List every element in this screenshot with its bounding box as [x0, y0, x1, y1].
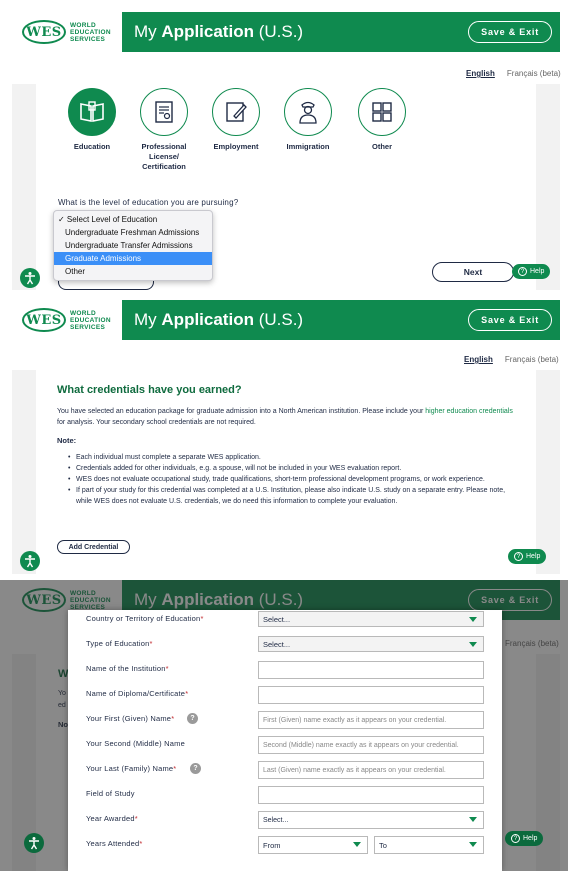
from-year-select[interactable]: From — [258, 836, 368, 854]
page-title: My Application (U.S.) — [134, 22, 304, 41]
education-type-row — [86, 636, 486, 654]
last-name-row — [86, 761, 486, 779]
list-item: • Each individual must complete a separate WES application. — [68, 452, 518, 463]
screenshot-education-selection — [0, 0, 568, 290]
help-icon: ? — [511, 834, 520, 843]
chevron-down-icon — [469, 842, 477, 847]
help-icon: ? — [518, 267, 527, 276]
add-credential-button[interactable]: Add Credential — [57, 540, 130, 554]
list-item: • If part of your study for this credential was completed at a U.S. Institution, please also indicate U.S. study on a separate entry. Please note, while WES does not evaluate U.S. credentials, we do need this information to complete your evaluation. — [68, 485, 518, 507]
category-label: Employment — [213, 142, 259, 151]
help-icon: ? — [514, 552, 523, 561]
diploma-input[interactable] — [258, 686, 484, 704]
dropdown-option[interactable]: Undergraduate Transfer Admissions — [65, 241, 193, 250]
language-french-link[interactable]: Français (beta) — [506, 69, 561, 78]
dropdown-option[interactable]: ✓ Select Level of Education — [58, 215, 158, 224]
save-exit-button[interactable]: Save & Exit — [468, 21, 552, 43]
year-awarded-label: Year Awarded* — [86, 814, 138, 823]
dropdown-option[interactable]: Other — [65, 267, 86, 276]
middle-name-row — [86, 736, 486, 754]
country-row — [86, 611, 486, 629]
language-english-link[interactable]: English — [466, 69, 495, 78]
middle-name-input[interactable]: Second (Middle) name exactly as it appears on your credential. — [258, 736, 484, 754]
last-name-input[interactable]: Last (Given) name exactly as it appears on your credential. — [258, 761, 484, 779]
chevron-down-icon — [469, 617, 477, 622]
language-french-link[interactable]: Français (beta) — [504, 355, 559, 364]
app-header — [12, 300, 560, 340]
diploma-label: Name of Diploma/Certificate* — [86, 689, 189, 698]
help-button[interactable]: ? Help — [512, 264, 550, 279]
save-exit-button[interactable]: Save & Exit — [468, 309, 552, 331]
first-name-row — [86, 711, 486, 729]
help-button[interactable]: ? Help — [508, 549, 546, 564]
years-attended-row — [86, 836, 486, 854]
diploma-row — [86, 686, 486, 704]
book-icon — [68, 88, 116, 136]
question-mark-icon[interactable]: ? — [190, 763, 201, 774]
to-year-select[interactable]: To — [374, 836, 484, 854]
note-list — [68, 452, 518, 507]
note-label: Note: — [57, 436, 77, 445]
list-item: • Credentials added for other individuals, e.g. a spouse, will not be included in your WES evaluation report. — [68, 463, 518, 474]
category-professional-license[interactable] — [134, 88, 194, 172]
country-label: Country or Territory of Education* — [86, 614, 204, 623]
grid-icon — [358, 88, 406, 136]
list-item: • WES does not evaluate occupational study, trade qualifications, short-term professional development programs, or work experience. — [68, 474, 518, 485]
category-label: Immigration — [286, 142, 330, 151]
accessibility-icon[interactable] — [20, 268, 40, 288]
officer-icon — [284, 88, 332, 136]
wes-logo[interactable] — [12, 12, 122, 52]
field-of-study-row — [86, 786, 486, 804]
chevron-down-icon — [469, 642, 477, 647]
institution-row — [86, 661, 486, 679]
institution-label: Name of the Institution* — [86, 664, 169, 673]
field-of-study-input[interactable] — [258, 786, 484, 804]
education-level-question: What is the level of education you are pursuing? — [58, 198, 239, 207]
first-name-input[interactable]: First (Given) name exactly as it appears on your credential. — [258, 711, 484, 729]
language-switcher — [464, 355, 559, 364]
category-label: Professional License/ Certification — [141, 142, 187, 171]
next-button[interactable]: Next — [432, 262, 514, 282]
accessibility-icon[interactable] — [24, 833, 44, 853]
higher-education-link[interactable]: higher education credentials — [425, 408, 513, 415]
category-immigration[interactable] — [278, 88, 338, 152]
wes-logo[interactable] — [12, 300, 122, 340]
institution-input[interactable] — [258, 661, 484, 679]
chevron-down-icon — [469, 817, 477, 822]
middle-name-label: Your Second (Middle) Name — [86, 739, 185, 748]
language-english-link[interactable]: English — [464, 355, 493, 364]
pencil-icon — [212, 88, 260, 136]
field-of-study-label: Field of Study — [86, 789, 135, 798]
category-education[interactable] — [62, 88, 122, 152]
category-label: Other — [371, 142, 392, 151]
dropdown-option-highlighted[interactable]: Graduate Admissions — [54, 252, 212, 265]
page-title: My Application (U.S.) — [134, 310, 304, 329]
chevron-down-icon — [353, 842, 361, 847]
question-mark-icon[interactable]: ? — [187, 713, 198, 724]
certificate-icon — [140, 88, 188, 136]
years-attended-label: Years Attended* — [86, 839, 143, 848]
help-button[interactable]: ? Help — [505, 831, 543, 846]
accessibility-icon[interactable] — [20, 551, 40, 571]
last-name-label: Your Last (Family) Name* — [86, 764, 177, 773]
category-label: Education — [73, 142, 111, 151]
country-select[interactable]: Select... — [258, 611, 484, 627]
screenshot-credential-form — [0, 580, 568, 871]
category-other[interactable] — [352, 88, 412, 152]
education-type-label: Type of Education* — [86, 639, 153, 648]
category-employment[interactable] — [206, 88, 266, 152]
wes-logo-text: WORLD EDUCATION SERVICES — [70, 309, 111, 331]
dropdown-option[interactable]: Undergraduate Freshman Admissions — [65, 228, 200, 237]
year-awarded-select[interactable]: Select... — [258, 811, 484, 829]
education-level-dropdown[interactable] — [53, 210, 213, 281]
education-type-select[interactable]: Select... — [258, 636, 484, 652]
screenshot-credentials-intro — [0, 296, 568, 574]
credentials-heading: What credentials have you earned? — [57, 384, 242, 396]
credentials-intro-text: You have selected an education package for graduate admission into a North American institution. Please include your higher education credentials for analysis. Your secondary school credentials are not required. — [57, 408, 513, 426]
wes-logo-text: WORLD EDUCATION SERVICES — [70, 21, 111, 43]
first-name-label: Your First (Given) Name* — [86, 714, 175, 723]
language-switcher — [466, 69, 561, 78]
app-header — [12, 12, 560, 52]
wes-logo-mark: WES — [22, 20, 66, 44]
wes-logo-mark: WES — [22, 308, 66, 332]
year-awarded-row — [86, 811, 486, 829]
credential-form-modal — [68, 610, 502, 871]
